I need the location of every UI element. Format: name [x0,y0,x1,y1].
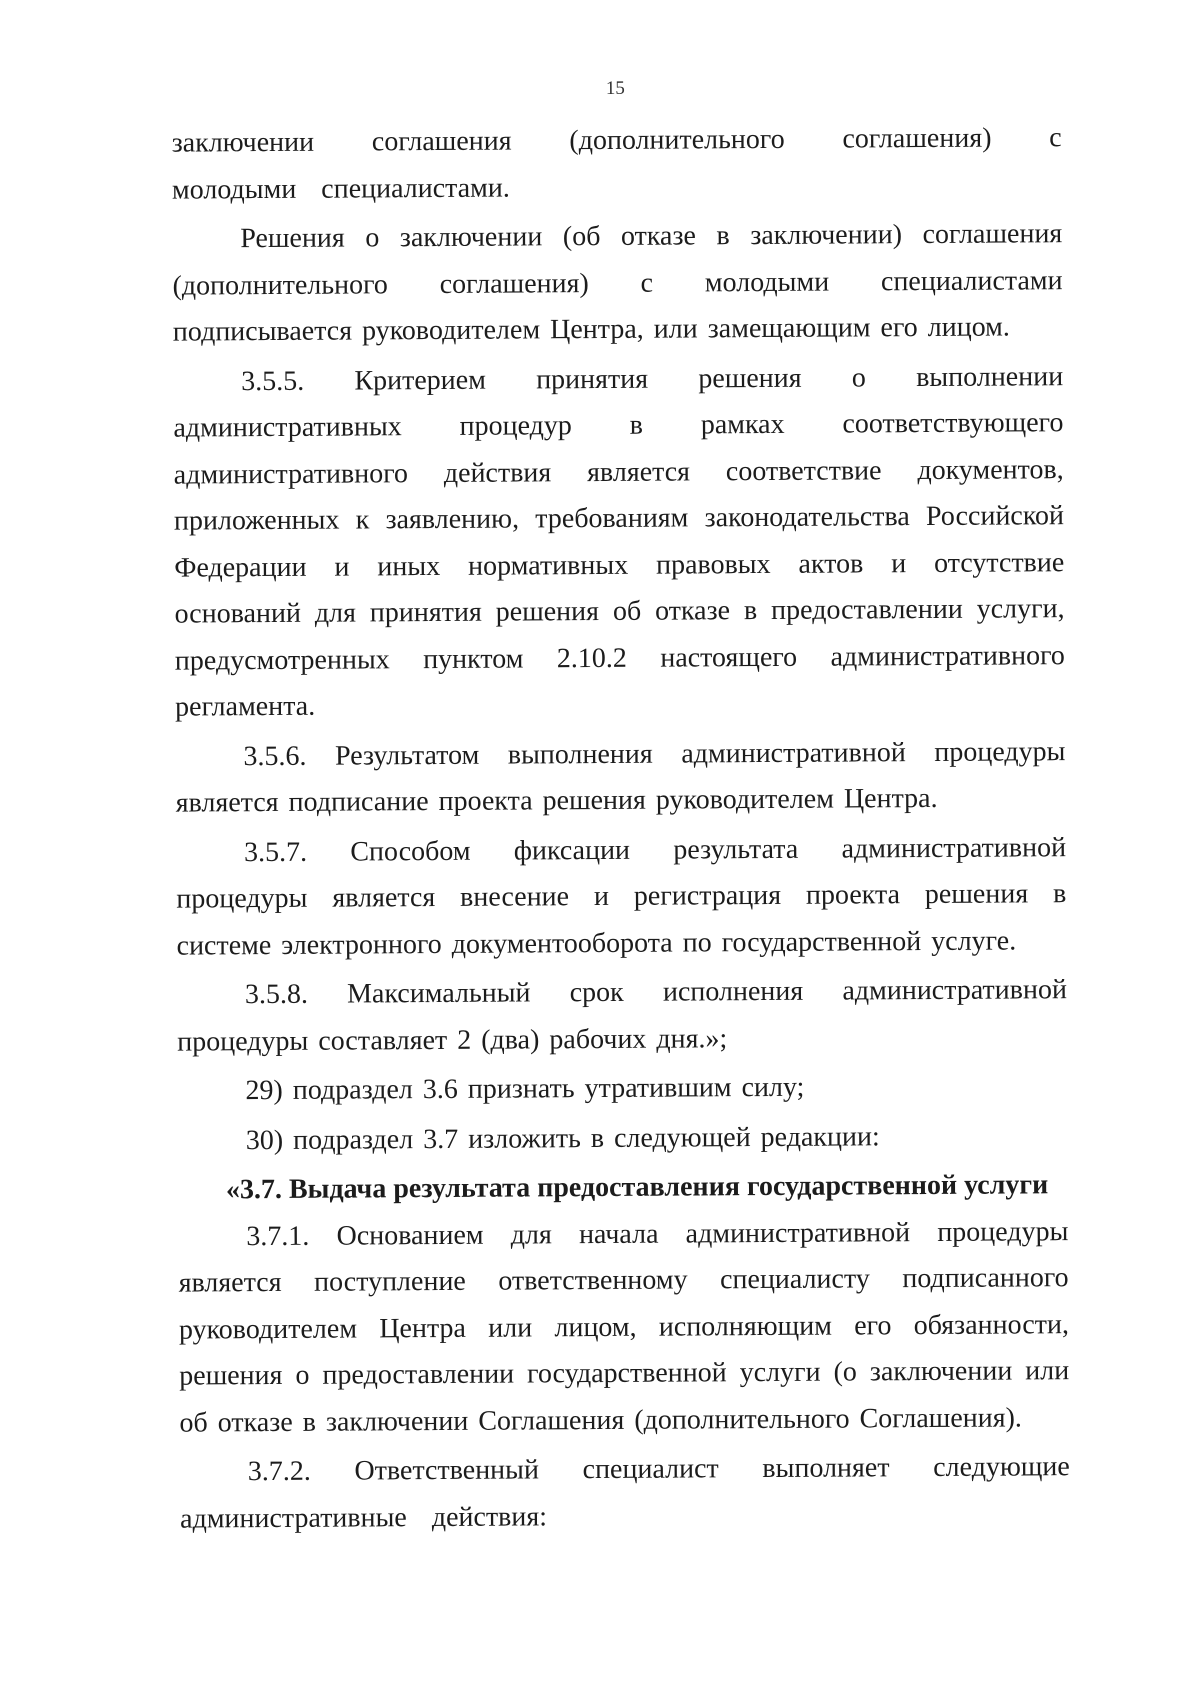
paragraph-3-5-8: 3.5.8. Максимальный срок исполнения административной процедуры составляет 2 (два) рабочих дня.»; [177,974,1067,1058]
paragraph-item-30: 30) подраздел 3.7 изложить в следующей редакции: [245,1120,880,1156]
section-heading-3-7: «3.7. Выдача результата предоставления государственной услуги [225,1169,1049,1206]
paragraph-decision-signing: Решения о заключении (об отказе в заключении) соглашения (дополнительного соглашения) с молодыми специалистами подписывается руководителем Центра, или замещающим его лицом. [172,218,1063,348]
paragraph-3-5-5: 3.5.5. Критерием принятия решения о выполнении административных процедур в рамках соответствующего административного действия является соответствие документов, приложенных к заявлению, требованиям законодательства Российской Федерации и иных нормативных правовых актов и отсутствие оснований для принятия решения об отказе в предоставлении услуги, предусмотренных пунктом 2.10.2 настоящего административного регламента. [173,360,1065,723]
document-body [172,115,1071,1545]
paragraph-3-5-7: 3.5.7. Способом фиксации результата административной процедуры является внесение и регистрация проекта решения в системе электронного документооборота по государственной услуге. [176,831,1067,962]
page-number: 15 [605,77,625,99]
paragraph-3-5-6: 3.5.6. Результатом выполнения административной процедуры является подписание проекта решения руководителем Центра. [175,735,1066,819]
paragraph-item-29: 29) подраздел 3.6 признать утратившим силу; [245,1071,805,1107]
paragraph-3-7-2: 3.7.2. Ответственный специалист выполняет следующие административные действия: [179,1451,1070,1535]
paragraph-continuation: заключении соглашения (дополнительного соглашения) с молодыми специалистами. [171,122,1062,206]
paragraph-3-7-1: 3.7.1. Основанием для начала административной процедуры является поступление ответственному специалисту подписанного руководителем Центра или лицом, исполняющим его обязанности, решения о предоставлении государственной услуги (о заключении или об отказе в заключении Соглашения (дополнительного Соглашения). [178,1215,1070,1439]
